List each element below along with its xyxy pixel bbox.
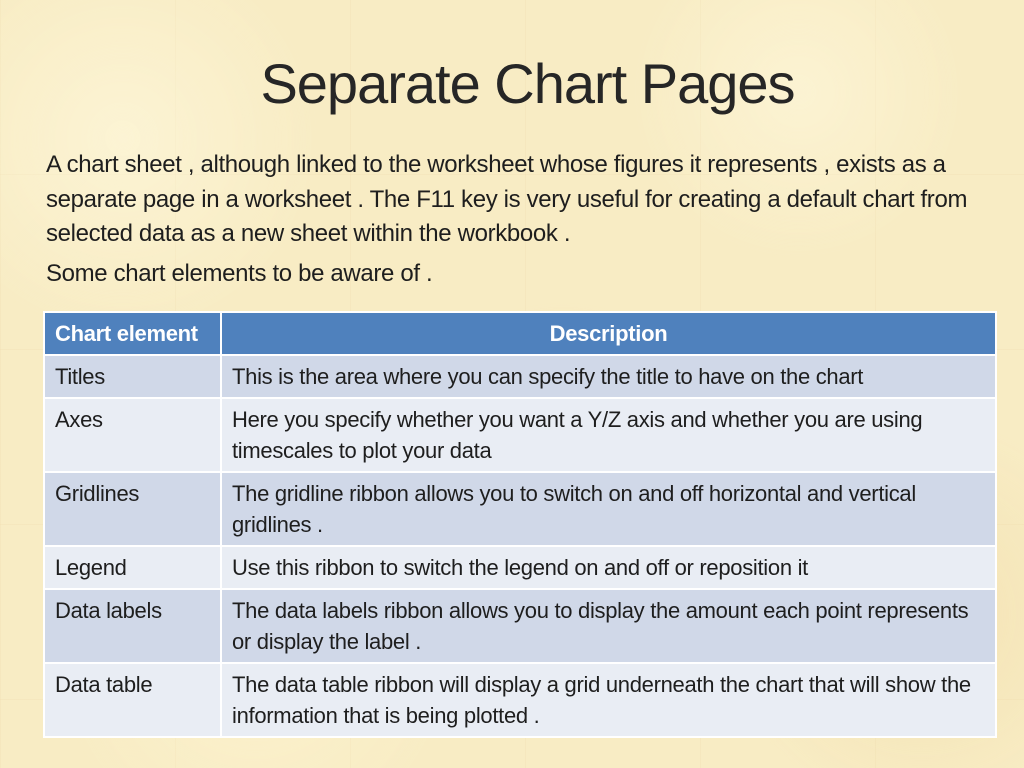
row-description-cell: The data labels ribbon allows you to display the amount each point represents or display the label . xyxy=(221,589,996,663)
column-header-description: Description xyxy=(221,312,996,355)
row-element-cell: Data labels xyxy=(44,589,221,663)
row-element-cell: Titles xyxy=(44,355,221,398)
table-row xyxy=(44,663,996,737)
row-description-cell: This is the area where you can specify the title to have on the chart xyxy=(221,355,996,398)
table-row xyxy=(44,472,996,546)
row-element-cell: Axes xyxy=(44,398,221,472)
slide-title: Separate Chart Pages xyxy=(260,52,795,115)
row-element-cell: Gridlines xyxy=(44,472,221,546)
table-row xyxy=(44,398,996,472)
row-description-cell: The gridline ribbon allows you to switch on and off horizontal and vertical gridlines . xyxy=(221,472,996,546)
row-element-cell: Legend xyxy=(44,546,221,589)
table-row xyxy=(44,355,996,398)
column-header-chart-element: Chart element xyxy=(44,312,221,355)
row-description-cell: The data table ribbon will display a grid underneath the chart that will show the information that is being plotted . xyxy=(221,663,996,737)
row-description-cell: Use this ribbon to switch the legend on and off or reposition it xyxy=(221,546,996,589)
table-header-row xyxy=(44,312,996,355)
row-description-cell: Here you specify whether you want a Y/Z axis and whether you are using timescales to plot your data xyxy=(221,398,996,472)
chart-elements-table xyxy=(43,311,997,738)
intro-subtext: Some chart elements to be aware of . xyxy=(46,260,433,287)
intro-paragraph: A chart sheet , although linked to the worksheet whose figures it represents , exists as a separate page in a worksheet . The F11 key is very useful for creating a default chart from selected data as a new sheet within the workbook . xyxy=(46,151,968,247)
table-row xyxy=(44,589,996,663)
row-element-cell: Data table xyxy=(44,663,221,737)
table-row xyxy=(44,546,996,589)
